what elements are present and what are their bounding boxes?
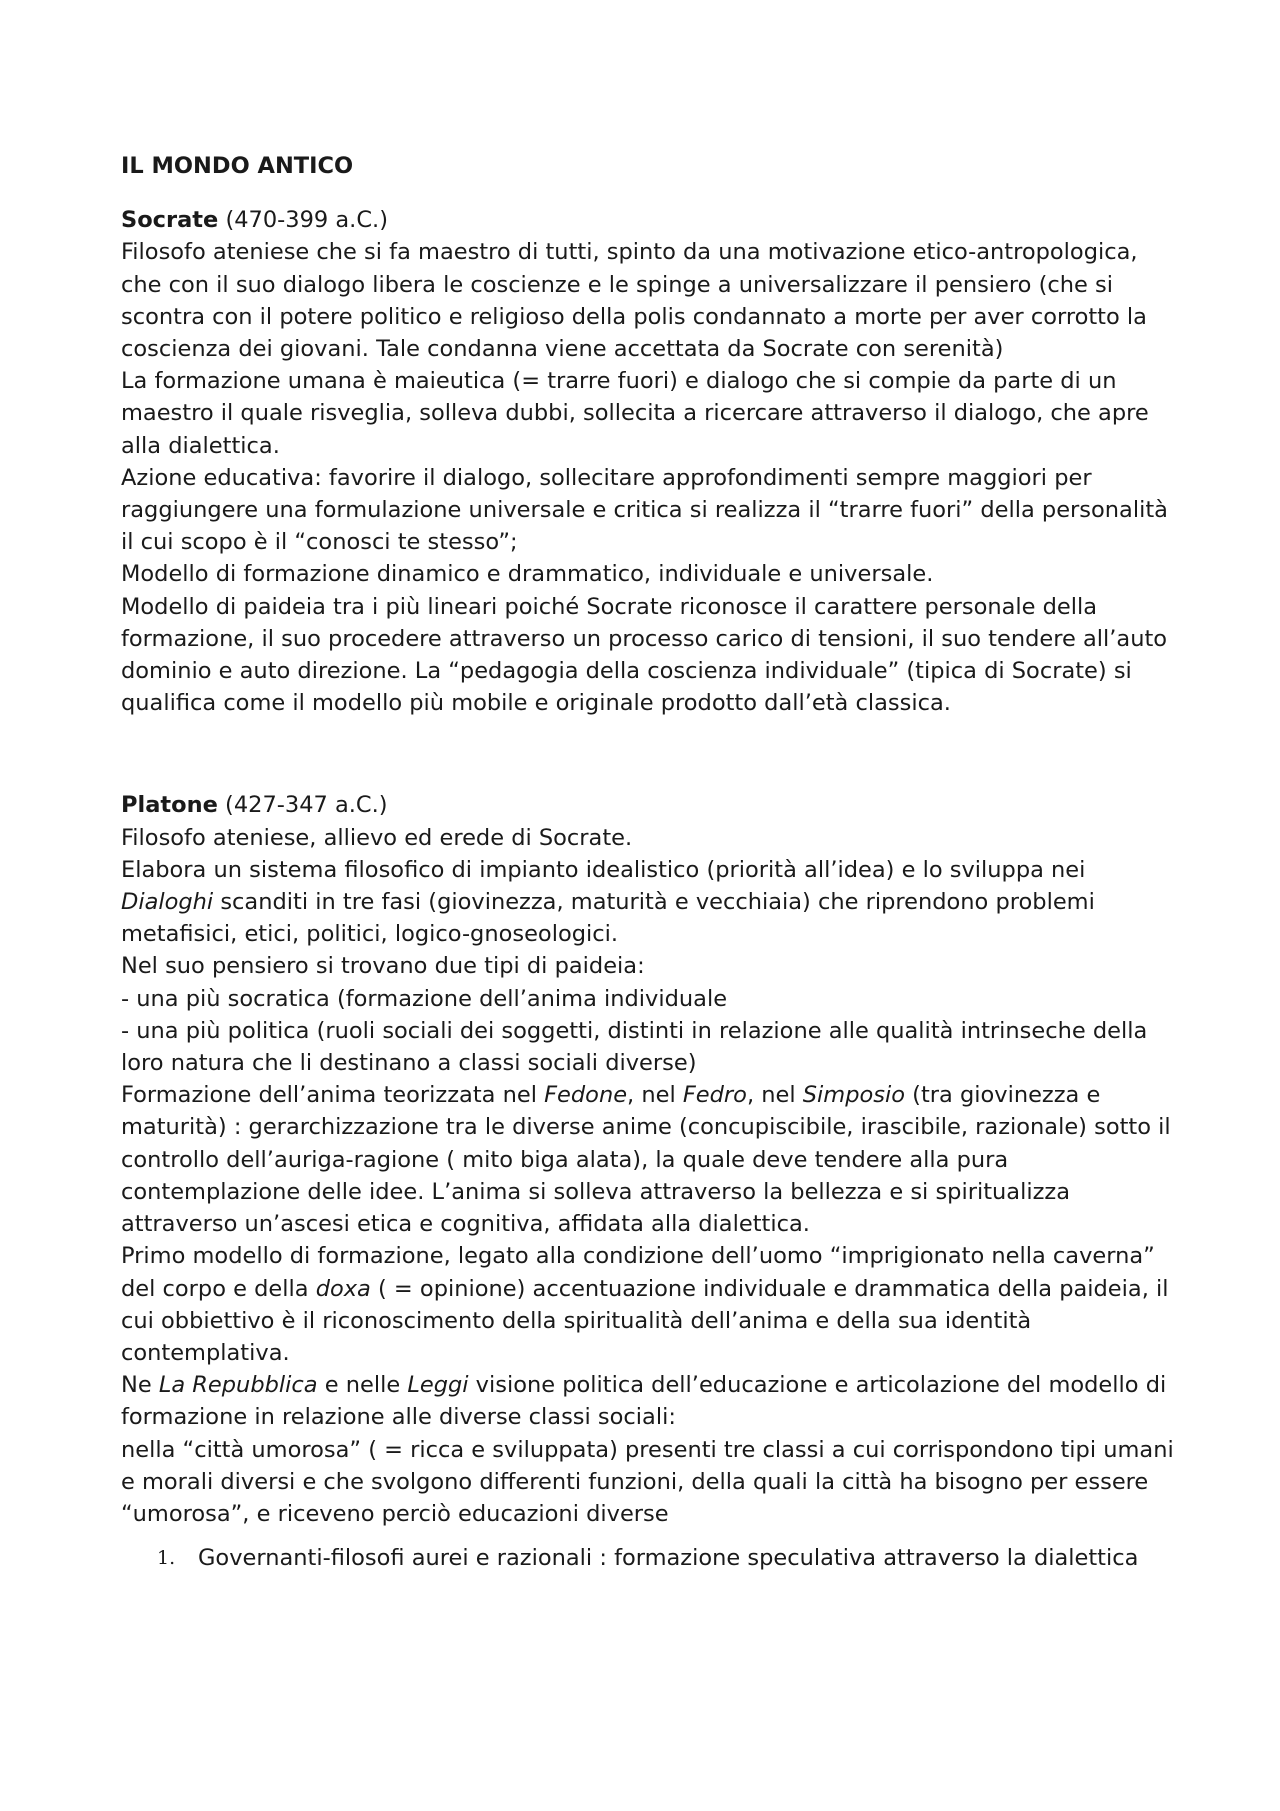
list-number: 1.	[157, 1547, 176, 1570]
paragraph: Modello di paideia tra i più lineari poiché Socrate riconosce il carattere personale della formazione, il suo procedere attraverso un processo carico di tensioni, il suo tendere all’auto dominio e auto direzione. La “pedagogia della coscienza individuale” (tipica di Socrate) si qualifica come il modello più mobile e originale prodotto dall’età classica.	[121, 593, 1168, 717]
text-run: , nel	[746, 1082, 803, 1109]
philosopher-name: Platone	[121, 792, 218, 819]
paragraph	[121, 1369, 1181, 1433]
work-title-fedone: Fedone	[544, 1082, 628, 1109]
text-run: Formazione dell’anima teorizzata nel	[121, 1082, 545, 1109]
paragraph: - una più politica (ruoli sociali dei soggetti, distinti in relazione alle qualità intrinseche della loro natura che li destinano a classi sociali diverse)	[121, 1017, 1148, 1077]
section-heading-socrate	[121, 204, 1181, 236]
paragraph	[121, 854, 1181, 951]
work-title-simposio: Simposio	[802, 1082, 906, 1109]
paragraph: La formazione umana è maieutica (= trarre fuori) e dialogo che si compie da parte di un maestro il quale risveglia, solleva dubbi, sollecita a ricercare attraverso il dialogo, che apre alla dialettica.	[121, 368, 1149, 459]
paragraph: Nel suo pensiero si trovano due tipi di paideia:	[121, 953, 645, 980]
text-run: Primo modello di formazione, legato alla condizione dell’uomo “imprigionato nella caverna” del corpo e della	[121, 1243, 1155, 1302]
paragraph: Modello di formazione dinamico e drammatico, individuale e universale.	[121, 561, 934, 588]
philosopher-dates: (427-347 a.C.)	[217, 792, 388, 819]
text-run: scanditi in tre fasi (giovinezza, maturità e vecchiaia) che riprendono problemi metafisici, etici, politici, logico-gnoseologici.	[121, 889, 1095, 948]
paragraph: Azione educativa: favorire il dialogo, sollecitare approfondimenti sempre maggiori per raggiungere una formulazione universale e critica si realizza il “trarre fuori” della personalità il cui scopo è il “conosci te stesso”;	[121, 464, 1168, 556]
spacer	[121, 182, 1181, 204]
text-run: Elabora un sistema filosofico di impianto idealistico (priorità all’idea) e lo sviluppa nei	[121, 856, 1086, 883]
section-platone	[121, 789, 1181, 1574]
section-socrate	[121, 204, 1181, 719]
paragraph: Filosofo ateniese, allievo ed erede di Socrate.	[121, 824, 633, 851]
term-doxa: doxa	[315, 1275, 371, 1302]
work-title-repubblica: La Repubblica	[158, 1372, 318, 1399]
text-run: visione politica dell’educazione e articolazione del modello di formazione in relazione alle diverse classi sociali:	[121, 1372, 1167, 1431]
paragraph: nella “città umorosa” ( = ricca e sviluppata) presenti tre classi a cui corrispondono tipi umani e morali diversi e che svolgono differenti funzioni, della quali la città ha bisogno per essere “umorosa”, e riceveno perciò educazioni diverse	[121, 1436, 1174, 1527]
text-run: e nelle	[317, 1372, 408, 1399]
work-title-fedro: Fedro	[682, 1082, 747, 1109]
text-run: ( = opinione) accentuazione individuale e drammatica della paideia, il cui obbiettivo è il riconoscimento della spiritualità dell’anima e della sua identità contemplativa.	[121, 1275, 1169, 1366]
numbered-list	[121, 1542, 1181, 1574]
paragraph	[121, 1079, 1181, 1240]
paragraph	[121, 1240, 1181, 1369]
paragraph: - una più socratica (formazione dell’anima individuale	[121, 985, 728, 1012]
work-title-dialoghi: Dialoghi	[121, 889, 214, 916]
work-title-leggi: Leggi	[407, 1372, 469, 1399]
text-run: (tra giovinezza e maturità) : gerarchizzazione tra le diverse anime (concupiscibile, irascibile, razionale) sotto il controllo dell’auriga-ragione ( mito biga alata), la quale deve tendere alla pura contemplazione delle idee. L’anima si solleva attraverso la bellezza e si spiritualizza attraverso un’ascesi etica e cognitiva, affidata alla dialettica.	[121, 1082, 1171, 1238]
paragraph: Filosofo ateniese che si fa maestro di tutti, spinto da una motivazione etico-antropologica, che con il suo dialogo libera le coscienze e le spinge a universalizzare il pensiero (che si scontra con il potere politico e religioso della polis condannato a morte per aver corrotto la coscienza dei giovani. Tale condanna viene accettata da Socrate con serenità)	[121, 239, 1147, 363]
section-heading-platone	[121, 789, 1181, 821]
text-run: Ne	[121, 1372, 159, 1399]
text-run: , nel	[627, 1082, 683, 1109]
philosopher-dates: (470-399 a.C.)	[218, 207, 388, 234]
philosopher-name: Socrate	[121, 207, 219, 234]
list-item-text: Governanti-filosofi aurei e razionali : formazione speculativa attraverso la dialettica	[198, 1545, 1139, 1572]
document-page	[121, 150, 1181, 1574]
list-item	[121, 1542, 1181, 1574]
spacer	[121, 719, 1181, 789]
document-title: IL MONDO ANTICO	[121, 153, 354, 179]
